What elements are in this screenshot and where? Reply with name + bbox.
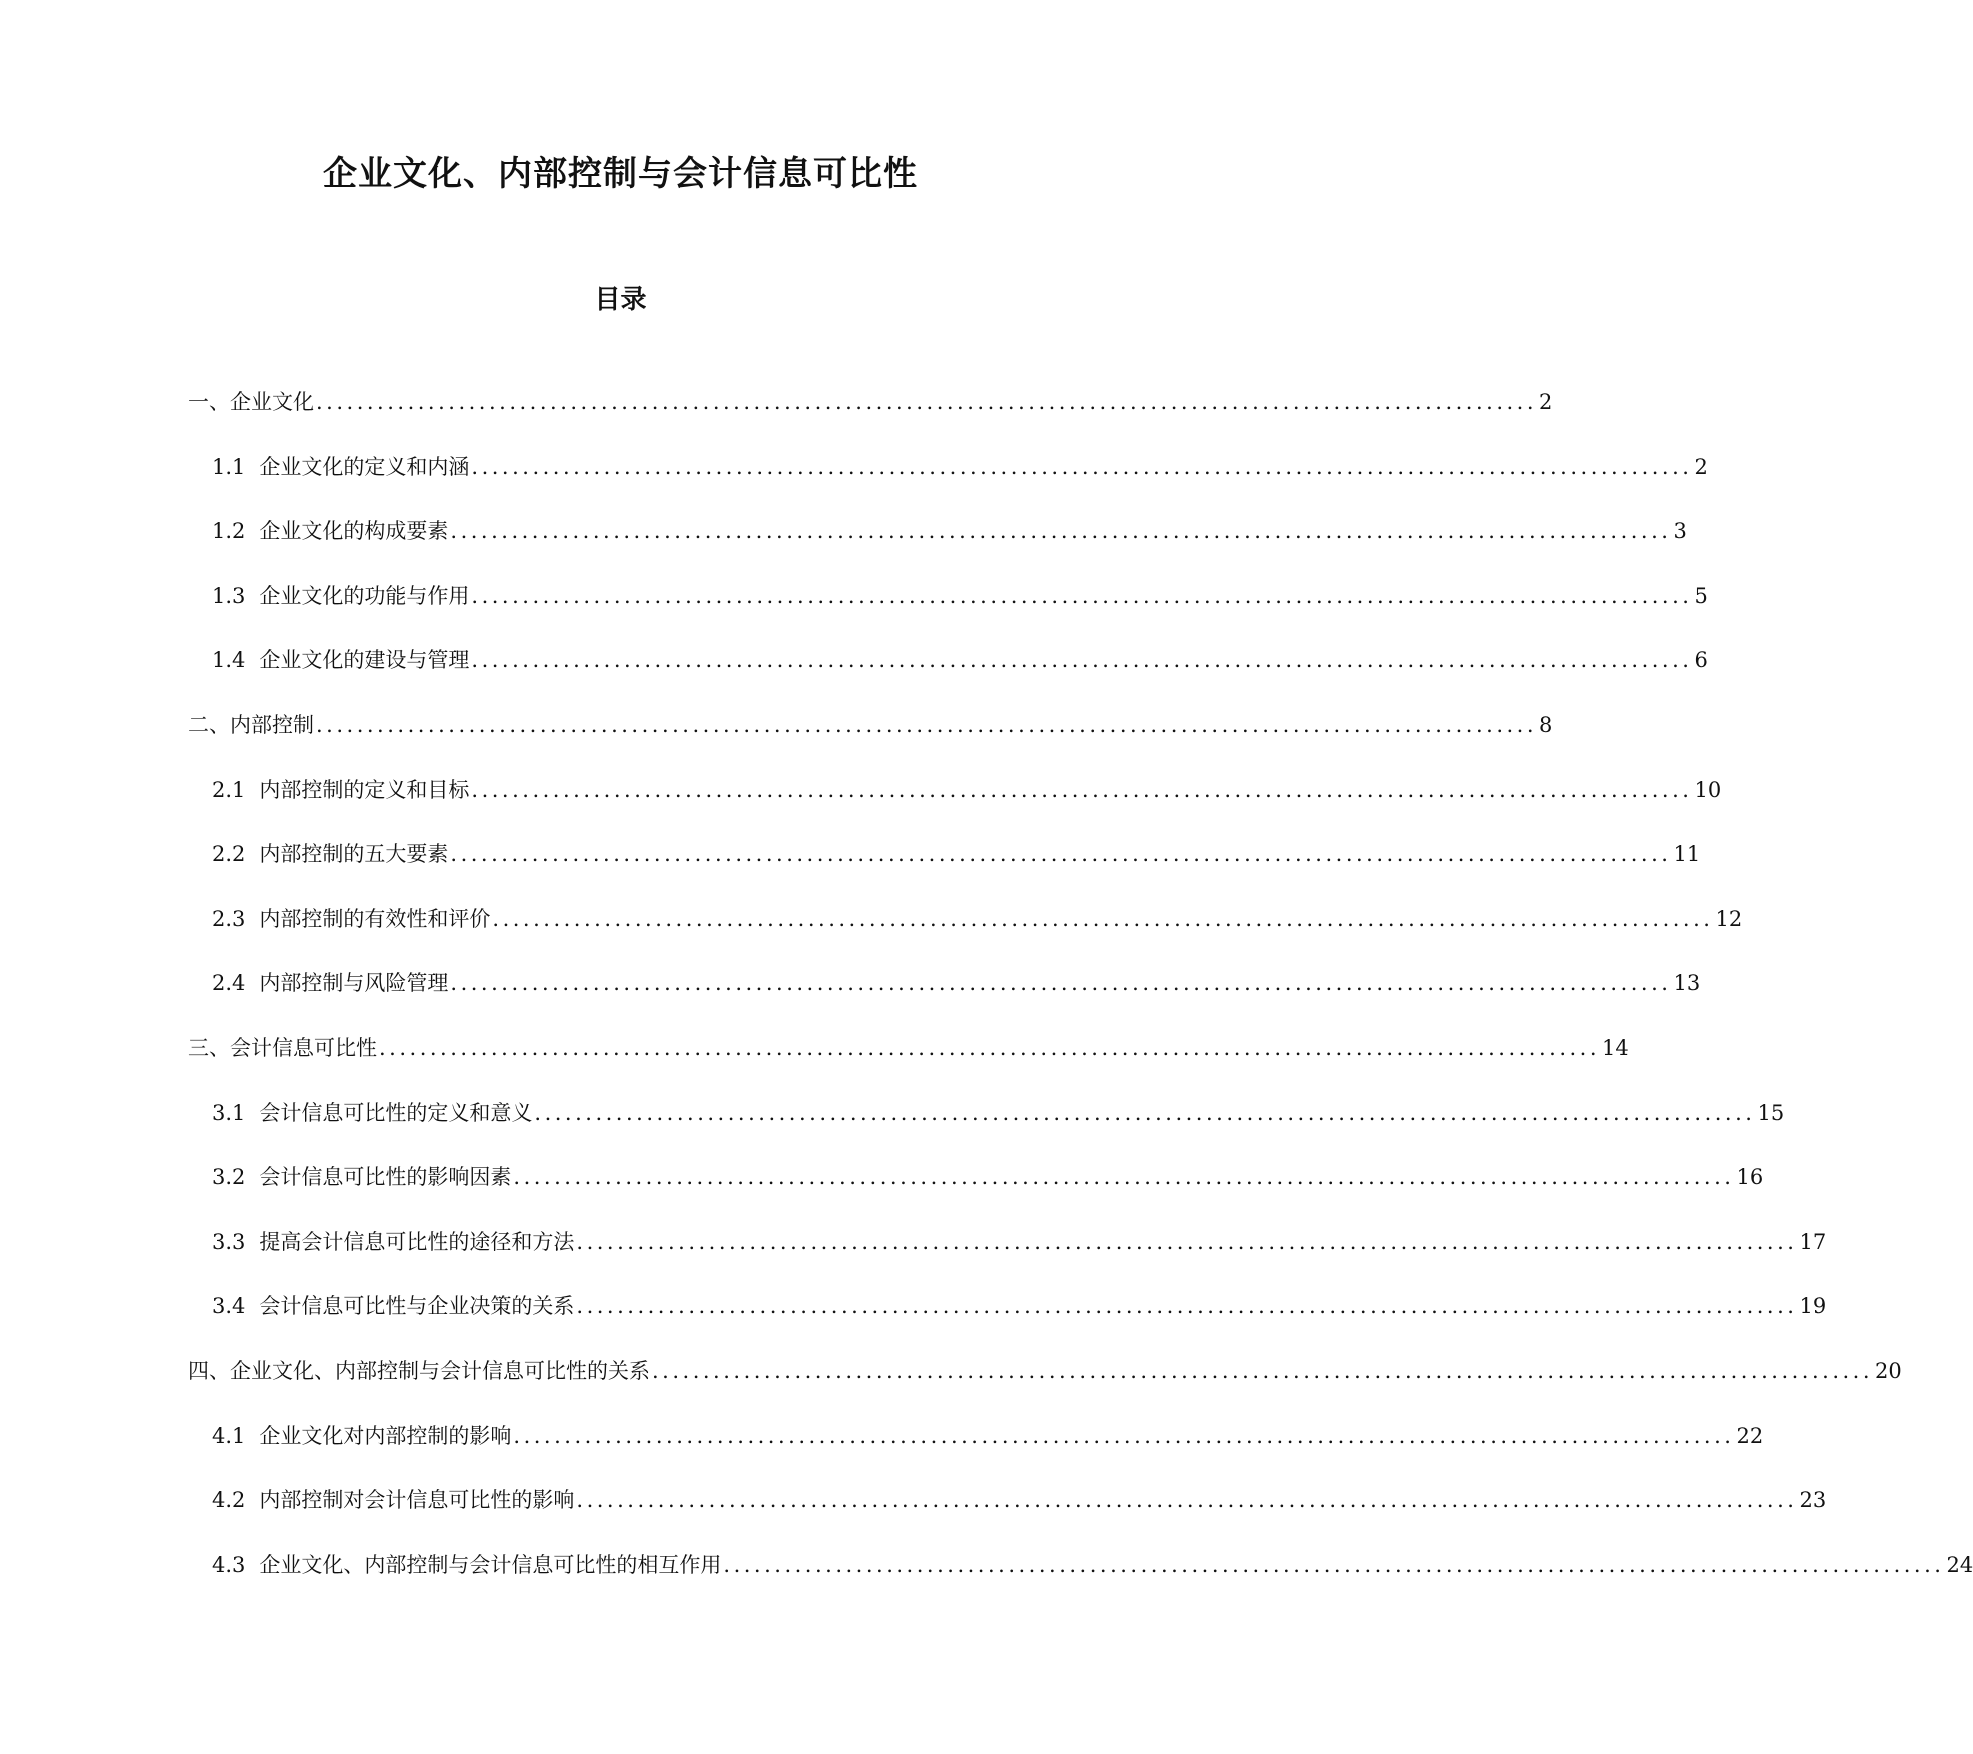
toc-entry-number: 4.1 [212,1423,246,1448]
toc-page-number: 16 [1736,1165,1764,1190]
toc-entry-text: 一、企业文化 [188,390,314,414]
toc-leader-dots: ........................................................................................................................ [379,1036,1601,1060]
toc-entry-label [212,1096,532,1130]
toc-entry[interactable] [212,902,1743,936]
toc-entry-number: 4.3 [212,1552,246,1577]
toc-entry[interactable] [212,514,1687,548]
toc-page-number: 6 [1694,648,1708,673]
toc-page-number: 2 [1694,454,1708,479]
toc-page-number: 5 [1694,583,1708,608]
toc-page-number: 10 [1694,777,1722,802]
toc-entry-text: 企业文化的构成要素 [259,519,449,544]
toc-entry[interactable] [188,708,1553,742]
toc-entry-label [188,1354,650,1388]
toc-leader-dots: ........................................................................................................................ [450,971,1672,996]
toc-leader-dots: ........................................................................................................................ [576,1488,1798,1513]
toc-leader-dots: ........................................................................................................................ [492,906,1714,931]
toc-entry-label [212,450,469,484]
toc-entry[interactable] [188,1354,1902,1388]
toc-page-number: 11 [1673,842,1701,867]
toc-entry-label [212,1548,721,1582]
toc-page-number: 12 [1715,906,1743,931]
toc-leader-dots: ........................................................................................................................ [534,1100,1756,1125]
toc-leader-dots: ........................................................................................................................ [316,390,1538,414]
toc-page-number: 14 [1602,1036,1629,1060]
toc-entry-text: 二、内部控制 [188,713,314,737]
toc-leader-dots: ........................................................................................................................ [652,1359,1874,1383]
toc-leader-dots: ........................................................................................................................ [471,583,1693,608]
toc-entry-number: 3.2 [212,1165,246,1190]
toc-entry-label [212,837,448,871]
toc-entry-label [212,1483,574,1517]
toc-page-number: 2 [1539,390,1553,414]
toc-entry-text: 企业文化的定义和内涵 [259,454,470,479]
toc-entry-number: 1.1 [212,454,246,479]
toc-entry[interactable] [212,1483,1827,1517]
toc-leader-dots: ........................................................................................................................ [576,1294,1798,1319]
toc-entry-text: 四、企业文化、内部控制与会计信息可比性的关系 [188,1359,650,1383]
toc-entry-label [212,643,469,677]
toc-page-number: 17 [1799,1229,1827,1254]
toc-entry-text: 内部控制的定义和目标 [259,777,470,802]
toc-page-number: 19 [1799,1294,1827,1319]
toc-entry-text: 三、会计信息可比性 [188,1036,377,1060]
toc-entry[interactable] [212,643,1708,677]
toc-page-number: 15 [1757,1100,1785,1125]
toc-heading: 目录 [594,285,647,315]
toc-leader-dots: ........................................................................................................................ [471,648,1693,673]
toc-entry-number: 1.4 [212,648,246,673]
toc-leader-dots: ........................................................................................................................ [471,777,1693,802]
toc-entry[interactable] [212,1160,1764,1194]
toc-entry-label [212,966,448,1000]
toc-entry-number: 3.4 [212,1294,246,1319]
toc-entry-label [188,708,314,742]
toc-entry-number: 3.3 [212,1229,246,1254]
toc-entry-text: 企业文化的功能与作用 [259,583,470,608]
toc-page-number: 22 [1736,1423,1764,1448]
toc-entry-number: 1.3 [212,583,246,608]
toc-entry-label [188,1031,377,1065]
toc-entry[interactable] [212,579,1708,613]
toc-entry-text: 企业文化对内部控制的影响 [259,1423,512,1448]
toc-entry-label [212,514,448,548]
toc-entry[interactable] [212,450,1708,484]
toc-leader-dots: ........................................................................................................................ [450,519,1672,544]
toc-entry-label [212,1289,574,1323]
toc-entry-number: 2.3 [212,906,246,931]
toc-leader-dots: ........................................................................................................................ [450,842,1672,867]
toc-leader-dots: ........................................................................................................................ [316,713,1538,737]
toc-entry-text: 提高会计信息可比性的途径和方法 [259,1229,575,1254]
toc-entry-label [188,385,314,419]
toc-page-number: 13 [1673,971,1701,996]
toc-entry-text: 内部控制对会计信息可比性的影响 [259,1488,575,1513]
toc-entry-text: 会计信息可比性的定义和意义 [259,1100,533,1125]
toc-entry-text: 企业文化、内部控制与会计信息可比性的相互作用 [259,1552,722,1577]
toc-leader-dots: ........................................................................................................................ [576,1229,1798,1254]
toc-entry[interactable] [212,1096,1785,1130]
toc-page-number: 20 [1875,1359,1902,1383]
toc-entry-text: 内部控制的五大要素 [259,842,449,867]
toc-page-number: 23 [1799,1488,1827,1513]
toc-entry-text: 会计信息可比性的影响因素 [259,1165,512,1190]
document-title: 企业文化、内部控制与会计信息可比性 [323,154,918,194]
toc-entry[interactable] [212,1419,1764,1453]
toc-page-number: 24 [1946,1552,1973,1577]
toc-entry[interactable] [212,773,1722,807]
toc-entry-text: 会计信息可比性与企业决策的关系 [259,1294,575,1319]
toc-entry-label [212,1419,511,1453]
toc-entry-number: 2.4 [212,971,246,996]
toc-entry-text: 内部控制与风险管理 [259,971,449,996]
toc-entry-label [212,1160,511,1194]
toc-entry-number: 2.1 [212,777,246,802]
toc-entry[interactable] [212,837,1701,871]
toc-entry-text: 企业文化的建设与管理 [259,648,470,673]
toc-entry[interactable] [212,1289,1827,1323]
toc-entry-label [212,773,469,807]
toc-entry[interactable] [212,1548,1973,1582]
toc-leader-dots: ........................................................................................................................ [513,1423,1735,1448]
toc-entry-label [212,902,490,936]
toc-entry[interactable] [188,1031,1629,1065]
toc-entry[interactable] [212,966,1701,1000]
toc-leader-dots: ........................................................................................................................ [471,454,1693,479]
toc-entry-label [212,579,469,613]
toc-leader-dots: ........................................................................................................................ [723,1552,1945,1577]
toc-entry-number: 2.2 [212,842,246,867]
toc-entry[interactable] [188,385,1553,419]
toc-entry-label [212,1225,574,1259]
toc-entry[interactable] [212,1225,1827,1259]
toc-entry-number: 3.1 [212,1100,246,1125]
toc-page-number: 8 [1539,713,1553,737]
toc-page-number: 3 [1673,519,1687,544]
toc-leader-dots: ........................................................................................................................ [513,1165,1735,1190]
toc-entry-text: 内部控制的有效性和评价 [259,906,491,931]
toc-entry-number: 1.2 [212,519,246,544]
toc-entry-number: 4.2 [212,1488,246,1513]
